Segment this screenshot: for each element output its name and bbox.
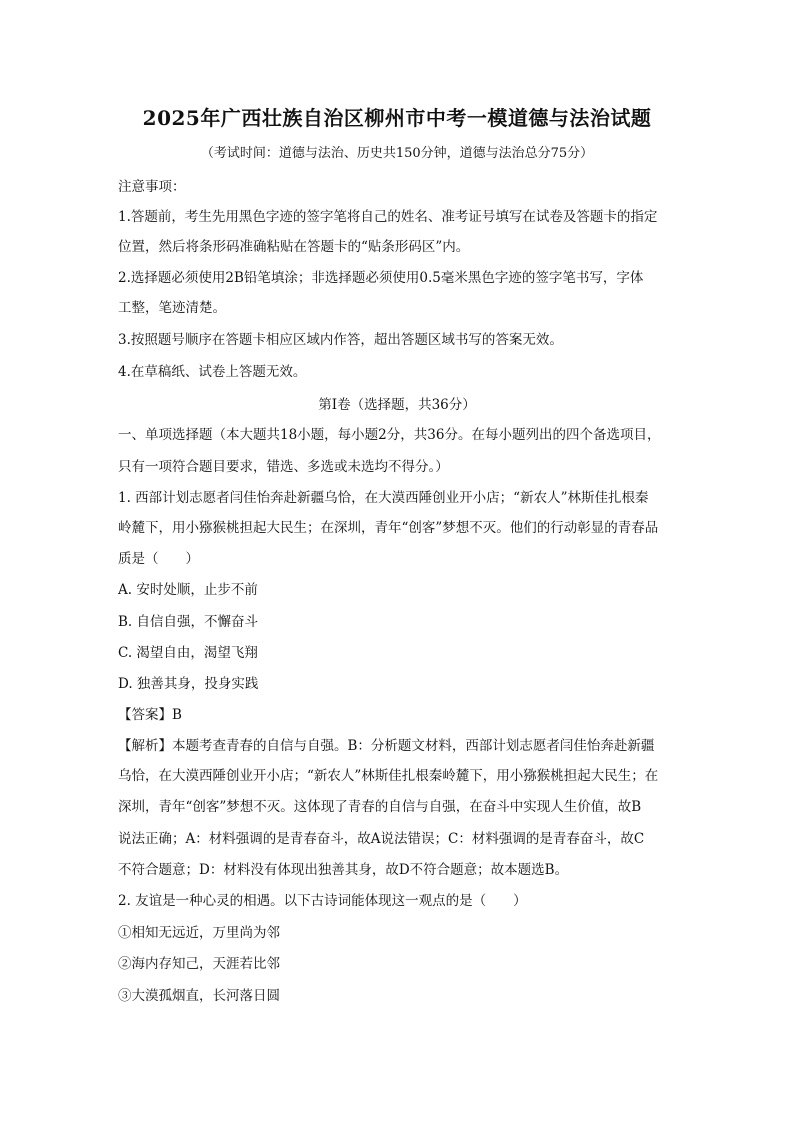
- notice-heading: 注意事项：: [118, 179, 186, 195]
- exam-subtitle: （考试时间：道德与法治、历史共150分钟，道德与法治总分75分）: [200, 146, 594, 161]
- question-2-stem: 2. 友谊是一种心灵的相遇。以下古诗词能体现这一观点的是（ ）: [118, 893, 527, 909]
- section-title: 第Ⅰ卷（选择题，共36分）: [318, 397, 476, 413]
- question-1-stem-line: 质是（ ）: [118, 551, 199, 567]
- question-1-answer: 【答案】B: [118, 707, 182, 723]
- question-2-item: ③大漠孤烟直，长河落日圆: [118, 988, 280, 1004]
- question-2-item: ①相知无远近，万里尚为邻: [118, 925, 280, 941]
- question-1-option-b: B. 自信自强，不懈奋斗: [118, 614, 259, 630]
- question-1-analysis-line: 【解析】本题考查青春的自信与自强。B：分析题文材料，西部计划志愿者闫佳怡奔赴新疆: [118, 738, 655, 754]
- question-1-option-d: D. 独善其身，投身实践: [118, 676, 259, 692]
- question-1-analysis-line: 深圳，青年“创客”梦想不灭。这体现了青春的自信与自强，在奋斗中实现人生价值，故B: [118, 799, 642, 815]
- notice-line: 工整，笔迹清楚。: [118, 300, 226, 316]
- question-1-stem-line: 1. 西部计划志愿者闫佳怡奔赴新疆乌恰，在大漠西陲创业开小店；“新农人”林斯佳扎根秦: [118, 490, 649, 506]
- notice-line: 1.答题前，考生先用黑色字迹的签字笔将自己的姓名、准考证号填写在试卷及答题卡的指定: [118, 209, 658, 225]
- notice-line: 4.在草稿纸、试卷上答题无效。: [118, 364, 307, 380]
- question-1-stem-line: 岭麓下，用小猕猴桃担起大民生；在深圳，青年“创客”梦想不灭。他们的行动彰显的青春品: [118, 520, 659, 536]
- question-1-analysis-line: 不符合题意；D：材料没有体现出独善其身，故D不符合题意；故本题选B。: [118, 862, 569, 878]
- notice-line: 位置，然后将条形码准确粘贴在答题卡的“贴条形码区”内。: [118, 239, 470, 255]
- notice-line: 2.选择题必须使用2B铅笔填涂；非选择题必须使用0.5毫米黑色字迹的签字笔书写，字体: [118, 270, 644, 286]
- question-2-item: ②海内存知己，天涯若比邻: [118, 956, 280, 972]
- question-1-option-c: C. 渴望自由，渴望飞翔: [118, 645, 258, 661]
- question-1-option-a: A. 安时处顺，止步不前: [118, 582, 258, 598]
- question-1-analysis-line: 说法正确；A：材料强调的是青春奋斗，故A说法错误；C：材料强调的是青春奋斗，故C: [118, 831, 645, 847]
- part-intro-line: 只有一项符合题目要求，错选、多选或未选均不得分。）: [118, 459, 449, 475]
- question-1-analysis-line: 乌恰，在大漠西陲创业开小店；“新农人”林斯佳扎根秦岭麓下，用小猕猴桃担起大民生；在: [118, 768, 659, 784]
- exam-title: 2025年广西壮族自治区柳州市中考一模道德与法治试题: [142, 106, 652, 130]
- part-intro-line: 一、单项选择题（本大题共18小题，每小题2分，共36分。在每小题列出的四个备选项目，: [118, 427, 661, 443]
- notice-line: 3.按照题号顺序在答题卡相应区域内作答，超出答题区域书写的答案无效。: [118, 332, 563, 348]
